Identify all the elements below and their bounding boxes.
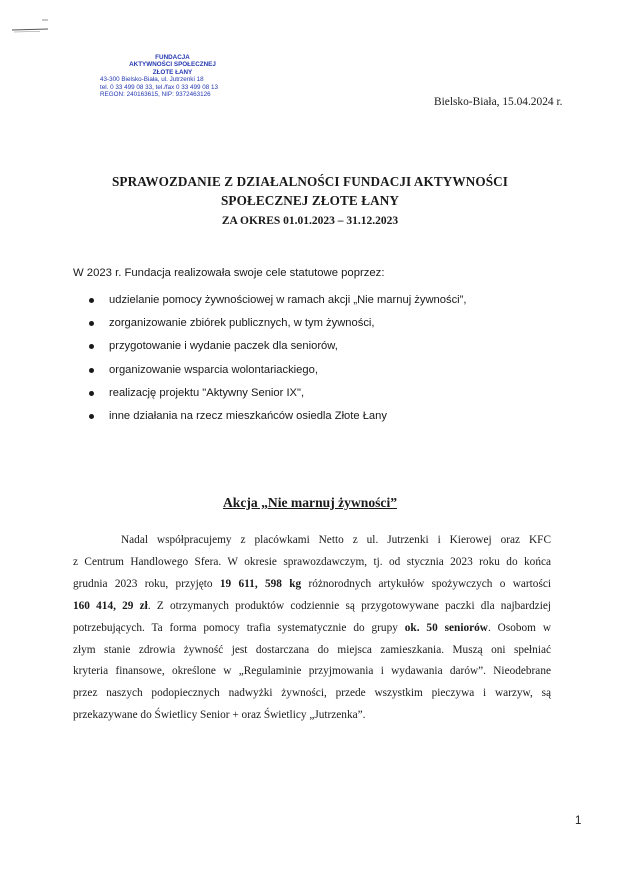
section-heading: Akcja „Nie marnuj żywności” xyxy=(222,495,398,510)
list-item xyxy=(88,317,467,340)
list-item xyxy=(88,364,467,387)
body-line: przekazywane do Świetlicy Senior + oraz Świetlicy „Jutrzenka”. xyxy=(73,709,366,722)
list-item-text: przygotowanie i wydanie paczek dla seniorów, xyxy=(109,340,338,353)
list-item xyxy=(88,340,467,363)
body-text: różnorodnych artykułów spożywczych o wartości xyxy=(301,577,551,590)
bullet-icon xyxy=(89,391,94,396)
title-line: SPOŁECZNEJ ZŁOTE ŁANY xyxy=(221,193,399,208)
body-line: z Centrum Handlowego Sfera. W okresie sprawozdawczym, tj. od stycznia 2023 roku do końca xyxy=(73,555,551,568)
body-line xyxy=(73,596,551,618)
stamp-line: FUNDACJA xyxy=(155,54,190,61)
body-line xyxy=(73,574,551,596)
page-number: 1 xyxy=(575,815,582,827)
activities-list xyxy=(88,294,467,433)
stamp-line: ZŁOTE ŁANY xyxy=(152,68,193,76)
list-item xyxy=(88,294,467,317)
body-line: przez naszych podopiecznych nadwyżki żywności, przede wszystkim pieczywa i warzyw, są xyxy=(73,687,551,700)
list-item-text: zorganizowanie zbiórek publicznych, w tym żywności, xyxy=(109,317,375,330)
body-line: Nadal współpracujemy z placówkami Netto z ul. Jutrzenki i Kierowej oraz KFC xyxy=(121,534,551,546)
bullet-icon xyxy=(89,414,94,419)
stamp-line: 43-300 Bielsko-Biała, ul. Jutrzenki 18 xyxy=(100,76,204,84)
bullet-icon xyxy=(89,368,94,373)
list-item-text: udzielanie pomocy żywnościowej w ramach akcji „Nie marnuj żywności”, xyxy=(109,294,467,306)
bullet-icon xyxy=(89,344,94,349)
bullet-icon xyxy=(89,321,94,326)
bullet-icon xyxy=(89,298,94,303)
body-text: . Z otrzymanych produktów codziennie są przygotowywane paczki dla najbardziej xyxy=(147,599,551,612)
stamp-line: tel. 0 33 499 08 33, tel./fax 0 33 499 08 13 xyxy=(100,83,218,91)
list-item-text: inne działania na rzecz mieszkańców osiedla Złote Łany xyxy=(109,409,387,422)
list-item-text: realizację projektu "Aktywny Senior IX", xyxy=(109,386,305,399)
document-title xyxy=(60,172,560,210)
stamp-line: REGON: 240163615, NIP: 9372463126 xyxy=(100,91,211,99)
seniors-count: ok. 50 seniorów xyxy=(404,621,488,634)
foundation-stamp xyxy=(100,54,245,98)
place-date: Bielsko-Biała, 15.04.2024 r. xyxy=(434,96,563,108)
list-item xyxy=(88,387,467,410)
body-line: złym stanie zdrowia żywność jest dostarczana do miejsca zamieszkania. Muszą oni spełniać xyxy=(73,643,551,656)
intro-text: W 2023 r. Fundacja realizowała swoje cele statutowe poprzez: xyxy=(73,267,385,279)
body-line xyxy=(73,618,551,640)
body-text: potrzebujących. Ta forma pomocy trafia systematycznie do grupy xyxy=(73,621,405,634)
section-body xyxy=(73,530,551,727)
food-weight: 19 611, 598 kg xyxy=(219,577,302,590)
scan-corner-mark xyxy=(10,16,50,36)
stamp-line: AKTYWNOŚCI SPOŁECZNEJ xyxy=(129,61,216,69)
list-item xyxy=(88,410,467,433)
body-line: kryteria finansowe, określone w „Regulaminie przyjmowania i wydawania darów”. Nieodebrane xyxy=(73,665,551,678)
list-item-text: organizowanie wsparcia wolontariackiego, xyxy=(109,363,318,376)
report-period: ZA OKRES 01.01.2023 – 31.12.2023 xyxy=(221,215,399,227)
title-line: SPRAWOZDANIE Z DZIAŁALNOŚCI FUNDACJI AKTYWNOŚCI xyxy=(112,174,508,189)
body-text: grudnia 2023 roku, przyjęto xyxy=(73,577,220,590)
body-text: . Osobom w xyxy=(487,621,551,634)
food-value: 160 414, 29 zł xyxy=(73,599,148,612)
